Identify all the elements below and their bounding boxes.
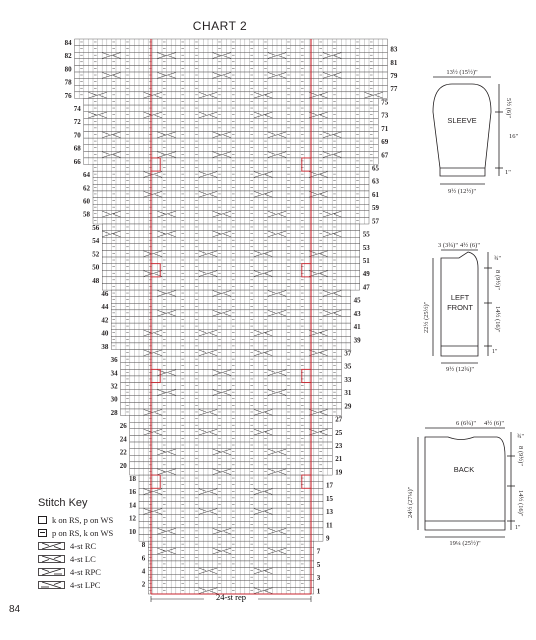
row-number-71: 71	[381, 124, 389, 133]
back-total-height: 24½ (27¼)"	[407, 486, 414, 518]
key-knit-label: k on RS, p on WS	[52, 515, 114, 525]
row-number-37: 37	[344, 349, 352, 358]
row-number-3: 3	[316, 574, 321, 583]
row-number-34: 34	[110, 369, 118, 378]
row-number-43: 43	[353, 309, 361, 318]
row-number-15: 15	[326, 494, 333, 503]
row-number-29: 29	[344, 402, 352, 411]
purl-symbol-icon	[38, 529, 47, 537]
knit-symbol-icon	[38, 516, 47, 524]
back-body: 14½ (16)"	[517, 490, 524, 517]
row-number-56: 56	[92, 223, 100, 232]
key-purl-label: p on RS, k on WS	[52, 528, 114, 538]
row-number-73: 73	[381, 111, 389, 120]
row-number-40: 40	[101, 329, 109, 338]
row-number-79: 79	[390, 71, 398, 80]
row-number-74: 74	[73, 105, 81, 114]
row-number-22: 22	[119, 448, 127, 457]
row-number-27: 27	[335, 415, 343, 424]
sleeve-bottom-width: 9½ (12½)"	[447, 188, 477, 195]
key-rpc	[38, 566, 101, 578]
row-number-50: 50	[92, 263, 100, 272]
row-number-7: 7	[316, 547, 321, 556]
row-number-42: 42	[101, 316, 109, 325]
row-number-20: 20	[119, 461, 127, 470]
back-top-left: 6 (6¾)"	[456, 420, 476, 427]
repeat-label: 24-st rep	[216, 592, 246, 602]
row-number-30: 30	[110, 395, 118, 404]
row-number-35: 35	[344, 362, 352, 371]
key-lc-label: 4-st LC	[70, 554, 96, 564]
row-number-81: 81	[390, 58, 398, 67]
row-number-53: 53	[362, 243, 370, 252]
row-number-47: 47	[362, 283, 370, 292]
row-number-75: 75	[381, 98, 389, 107]
row-number-36: 36	[110, 356, 118, 365]
row-number-12: 12	[129, 514, 136, 523]
row-number-60: 60	[83, 197, 90, 206]
row-number-18: 18	[129, 475, 136, 484]
right-purl-cross-icon	[38, 568, 65, 576]
left-front-body: 14½ (16)"	[494, 306, 501, 333]
row-number-17: 17	[326, 481, 333, 490]
row-number-52: 52	[92, 250, 100, 259]
row-number-14: 14	[129, 501, 136, 510]
row-number-69: 69	[381, 138, 389, 147]
row-number-32: 32	[110, 382, 118, 391]
row-number-45: 45	[353, 296, 361, 305]
row-number-51: 51	[362, 256, 370, 265]
row-number-11: 11	[326, 521, 333, 530]
right-cross-icon	[38, 542, 65, 550]
row-number-57: 57	[372, 217, 379, 226]
row-number-46: 46	[101, 290, 109, 299]
row-number-78: 78	[64, 78, 72, 87]
row-number-70: 70	[73, 131, 81, 140]
back-top-right: 4½ (6)"	[484, 420, 504, 427]
row-number-82: 82	[64, 52, 72, 61]
left-front-label-2: FRONT	[447, 303, 473, 312]
row-number-4: 4	[141, 567, 146, 576]
row-number-67: 67	[381, 151, 389, 160]
row-number-31: 31	[344, 389, 352, 398]
row-number-84: 84	[64, 38, 72, 47]
row-number-54: 54	[92, 237, 100, 246]
row-number-68: 68	[73, 144, 81, 153]
row-number-62: 62	[83, 184, 90, 193]
row-number-65: 65	[372, 164, 379, 173]
row-number-61: 61	[372, 190, 379, 199]
row-number-58: 58	[83, 210, 90, 219]
left-front-total-height: 22½ (25½)"	[423, 301, 430, 333]
row-number-6: 6	[141, 554, 146, 563]
row-number-66: 66	[73, 157, 81, 166]
left-front-label-1: LEFT	[450, 293, 470, 302]
row-number-13: 13	[326, 508, 333, 517]
left-front-bottom-width: 9½ (12¾)"	[445, 366, 475, 373]
row-number-9: 9	[326, 534, 330, 543]
sleeve-length: 16"	[509, 133, 519, 140]
sleeve-cuff: 1"	[505, 169, 511, 176]
row-number-25: 25	[335, 428, 343, 437]
sleeve-top-width: 13½ (15½)"	[446, 69, 478, 76]
row-number-55: 55	[362, 230, 370, 239]
row-number-2: 2	[141, 580, 146, 589]
row-number-80: 80	[64, 65, 72, 74]
page-number: 84	[9, 604, 21, 615]
stitch-key-title: Stitch Key	[38, 497, 88, 509]
key-rc	[38, 540, 96, 552]
left-front-armhole: 8 (9½)"	[494, 270, 501, 290]
back-hem: 1"	[515, 525, 521, 531]
left-front-neck: ¾"	[494, 256, 501, 262]
row-number-21: 21	[335, 455, 343, 464]
sleeve-cap-height: 5½ (6)"	[505, 98, 512, 118]
key-lpc	[38, 579, 100, 591]
row-number-19: 19	[335, 468, 343, 477]
key-knit	[38, 514, 113, 526]
page-title: CHART 2	[192, 19, 248, 33]
row-number-33: 33	[344, 375, 352, 384]
row-number-77: 77	[390, 85, 398, 94]
left-front-hem: 1"	[492, 349, 498, 355]
row-number-8: 8	[141, 541, 146, 550]
row-number-48: 48	[92, 276, 100, 285]
key-lpc-label: 4-st LPC	[70, 580, 101, 590]
back-armhole: 8 (9½)"	[517, 446, 524, 466]
row-number-44: 44	[101, 303, 109, 312]
row-number-5: 5	[316, 560, 321, 569]
back-label: BACK	[453, 465, 475, 474]
row-number-23: 23	[335, 441, 343, 450]
back-neck: ¾"	[517, 434, 524, 440]
row-number-59: 59	[372, 204, 379, 213]
sleeve-label: SLEEVE	[447, 116, 477, 125]
left-front-top-left: 3 (3¾)"	[438, 242, 458, 249]
row-number-41: 41	[353, 323, 361, 332]
row-number-38: 38	[101, 342, 109, 351]
row-number-63: 63	[372, 177, 379, 186]
row-number-28: 28	[110, 408, 118, 417]
row-number-76: 76	[64, 91, 72, 100]
key-rpc-label: 4-st RPC	[70, 567, 101, 577]
left-purl-cross-icon	[38, 581, 65, 589]
row-number-72: 72	[73, 118, 81, 127]
row-number-16: 16	[129, 488, 136, 497]
row-number-24: 24	[119, 435, 127, 444]
left-cross-icon	[38, 555, 65, 563]
row-number-10: 10	[129, 527, 136, 536]
left-front-top-right: 4½ (6)"	[460, 242, 480, 249]
key-purl	[38, 527, 113, 539]
key-rc-label: 4-st RC	[70, 541, 97, 551]
row-number-83: 83	[390, 45, 398, 54]
row-number-1: 1	[316, 587, 321, 596]
row-number-64: 64	[83, 171, 90, 180]
back-bottom-width: 19¼ (25½)"	[449, 540, 481, 547]
row-number-49: 49	[362, 270, 370, 279]
row-number-26: 26	[119, 422, 127, 431]
row-number-39: 39	[353, 336, 361, 345]
key-lc	[38, 553, 96, 565]
